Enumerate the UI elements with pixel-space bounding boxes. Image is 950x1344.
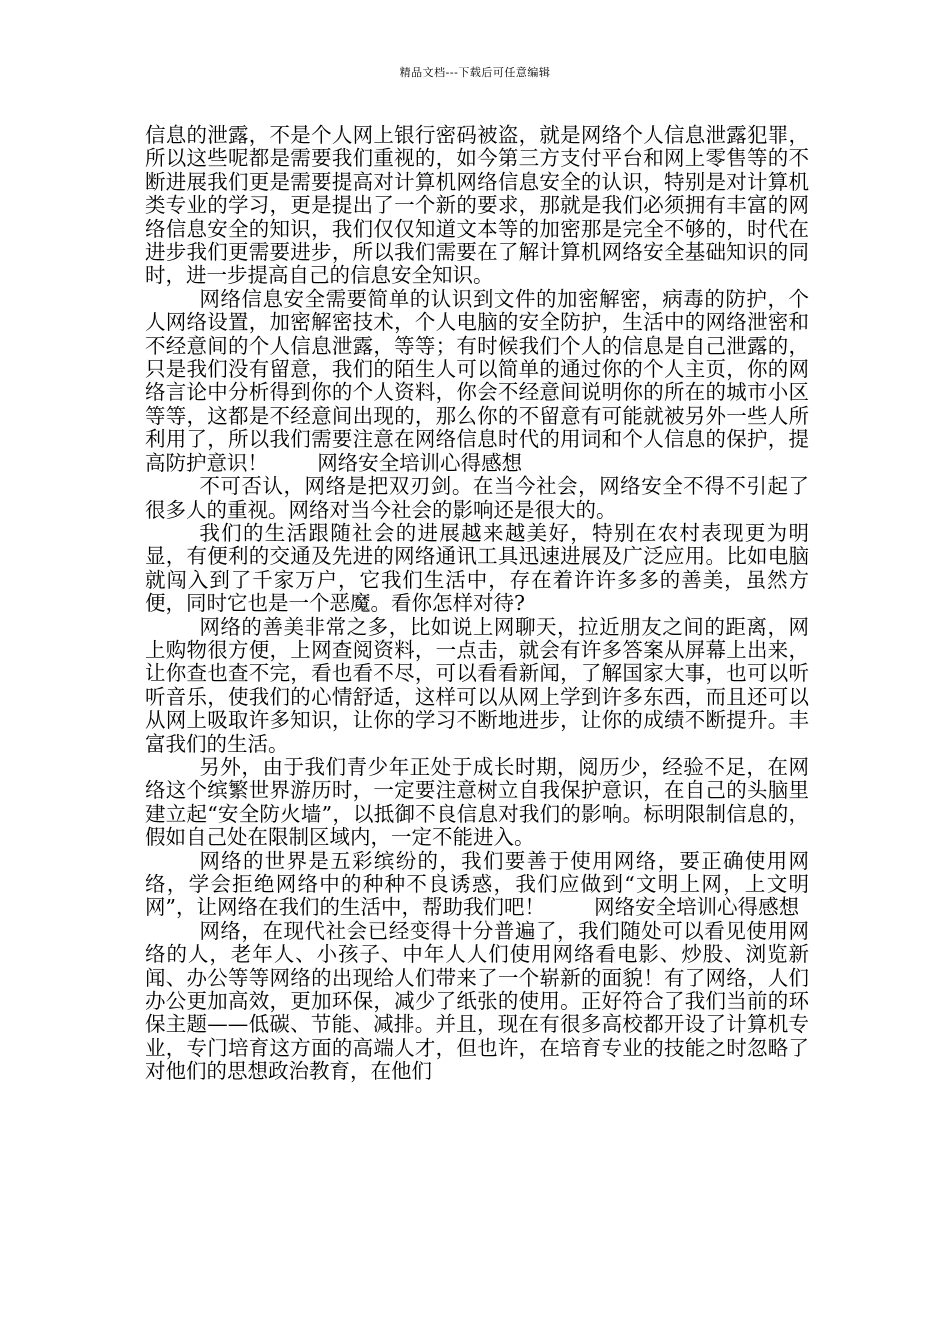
paragraph-text: 信息的泄露，不是个人网上银行密码被盗，就是网络个人信息泄露犯罪，所以这些呢都是需要我们重视的，如今第三方支付平台和网上零售等的不断进展我们更是需要提高对计算机网络信息安全的认识，特别是对计算机类专业的学习，更是提出了一个新的要求，那就是我们必须拥有丰富的网络信息安全的知识，我们仅仅知道文本等的加密那是完全不够的，时代在进步我们更需要进步，所以我们需要在了解计算机网络安全基础知识的同时，进一步提高自己的信息安全知识。 — [145, 123, 809, 288]
document-body — [145, 124, 809, 1084]
section-heading: 网络安全培训心得感想 — [317, 450, 523, 475]
paragraph-text: 网络信息安全需要简单的认识到文件的加密解密，病毒的防护，个人网络设置，加密解密技术，个人电脑的安全防护，生活中的网络泄密和不经意间的个人信息泄露，等等；有时候我们个人的信息是自己泄露的，只是我们没有留意，我们的陌生人可以简单的通过你的个人主页，你的网络言论中分析得到你的个人资料，你会不经意间说明你的所在的城市小区等等，这都是不经意间出现的，那么你的不留意有可能就被另外一些人所利用了，所以我们需要注意在网络信息时代的用词和个人信息的保护，提高防护意识！ — [145, 286, 809, 475]
paragraph — [145, 522, 809, 616]
paragraph-text: 我们的生活跟随社会的进展越来越美好，特别在农村表现更为明显，有便利的交通及先进的网络通讯工具迅速进展及广泛应用。比如电脑就闯入到了千家万户，它我们生活中，存在着许许多多的善美，虽然方便，同时它也是一个恶魔。看你怎样对待? — [145, 520, 809, 616]
paragraph-text: 网络的善美非常之多，比如说上网聊天，拉近朋友之间的距离，网上购物很方便，上网查阅资料，一点击，就会有许多答案从屏幕上出来，让你查也查不完，看也看不尽，可以看看新闻，了解国家大事，也可以听听音乐，使我们的心情舒适，这样可以从网上学到许多东西，而且还可以从网上吸取许多知识，让你的学习不断地进步，让你的成绩不断提升。丰富我们的生活。 — [145, 614, 809, 756]
paragraph-text: 另外，由于我们青少年正处于成长时期，阅历少，经验不足，在网络这个缤繁世界游历时，一定要注意树立自我保护意识，在自己的头脑里建立起“安全防火墙”，以抵御不良信息对我们的影响。标明限制信息的，假如自己处在限制区域内，一定不能进入。 — [145, 754, 809, 850]
paragraph — [145, 616, 809, 756]
paragraph — [145, 288, 809, 475]
paragraph — [145, 850, 809, 920]
paragraph-text: 网络的世界是五彩缤纷的，我们要善于使用网络，要正确使用网络，学会拒绝网络中的种种不良诱惑，我们应做到“文明上网，上文明网”，让网络在我们的生活中，帮助我们吧！ — [145, 848, 809, 920]
paragraph-text: 网络，在现代社会已经变得十分普遍了，我们随处可以看见使用网络的人，老年人、小孩子、中年人人们使用网络看电影、炒股、浏览新闻、办公等等网络的出现给人们带来了一个崭新的面貌！有了网络，人们办公更加高效，更加环保，减少了纸张的使用。正好符合了我们当前的环保主题——低碳、节能、减排。并且，现在有很多高校都开设了计算机专业，专门培育这方面的高端人才，但也许，在培育专业的技能之时忽略了对他们的思想政治教育，在他们 — [145, 918, 809, 1084]
paragraph — [145, 920, 809, 1084]
paragraph-text: 不可否认，网络是把双刃剑。在当今社会，网络安全不得不引起了很多人的重视。网络对当今社会的影响还是很大的。 — [145, 474, 809, 522]
section-heading: 网络安全培训心得感想 — [594, 895, 800, 920]
paragraph — [145, 475, 809, 522]
page-header: 精品文档---下载后可任意编辑 — [399, 66, 551, 79]
paragraph — [145, 756, 809, 850]
paragraph — [145, 124, 809, 288]
